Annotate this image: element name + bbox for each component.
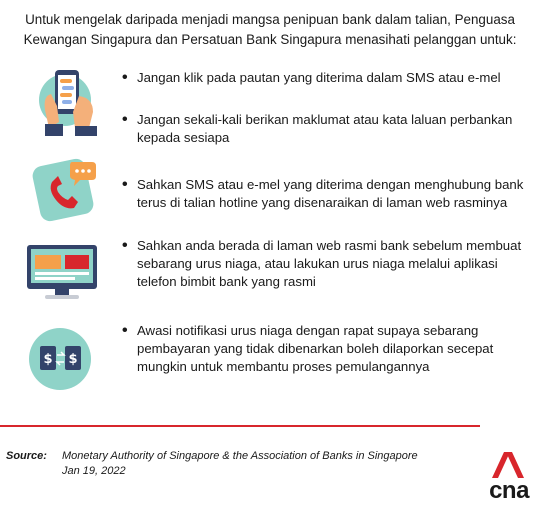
bullet: • [122,176,128,193]
tip-text: Sahkan SMS atau e-mel yang diterima dengan menghubung bank terus di talian hotline yang disenaraikan di laman web rasminya [137,177,524,210]
money-transfer-icon [27,326,93,392]
bullet: • [122,69,128,86]
tip-text: Sahkan anda berada di laman web rasmi bank sebelum membuat sebarang urus niaga, atau lakukan urus niaga melalui aplikasi telefon bimbit bank yang rasmi [137,238,522,289]
source-name: Monetary Authority of Singapore & the Association of Banks in Singapore [62,450,418,462]
computer-monitor-icon [25,243,99,301]
source-label: Source: [6,450,47,462]
bullet: • [122,322,128,339]
intro-text: Untuk mengelak daripada menjadi mangsa penipuan bank dalam talian, Penguasa Kewangan Singapura dan Persatuan Bank Singapura menasihati pelanggan untuk: [23,12,517,47]
hand-phone-icon [35,66,107,138]
bullet: • [122,237,128,254]
cna-logo-word: cna [489,477,529,504]
tip-text: Awasi notifikasi urus niaga dengan rapat supaya sebarang pembayaran yang tidak dibenarkan boleh dilaporkan secepat mungkin untuk membantu proses pemulangannya [137,323,494,374]
phone-call-icon [30,156,102,222]
tip-text: Jangan sekali-kali berikan maklumat atau kata laluan perbankan kepada sesiapa [137,112,513,145]
source-text [62,449,472,479]
tip-text: Jangan klik pada pautan yang diterima dalam SMS atau e-mel [137,70,501,85]
source-date: Jan 19, 2022 [62,465,126,477]
divider [0,425,480,427]
bullet: • [122,111,128,128]
svg-text:$: $ [43,352,53,367]
svg-text:$: $ [68,352,78,367]
